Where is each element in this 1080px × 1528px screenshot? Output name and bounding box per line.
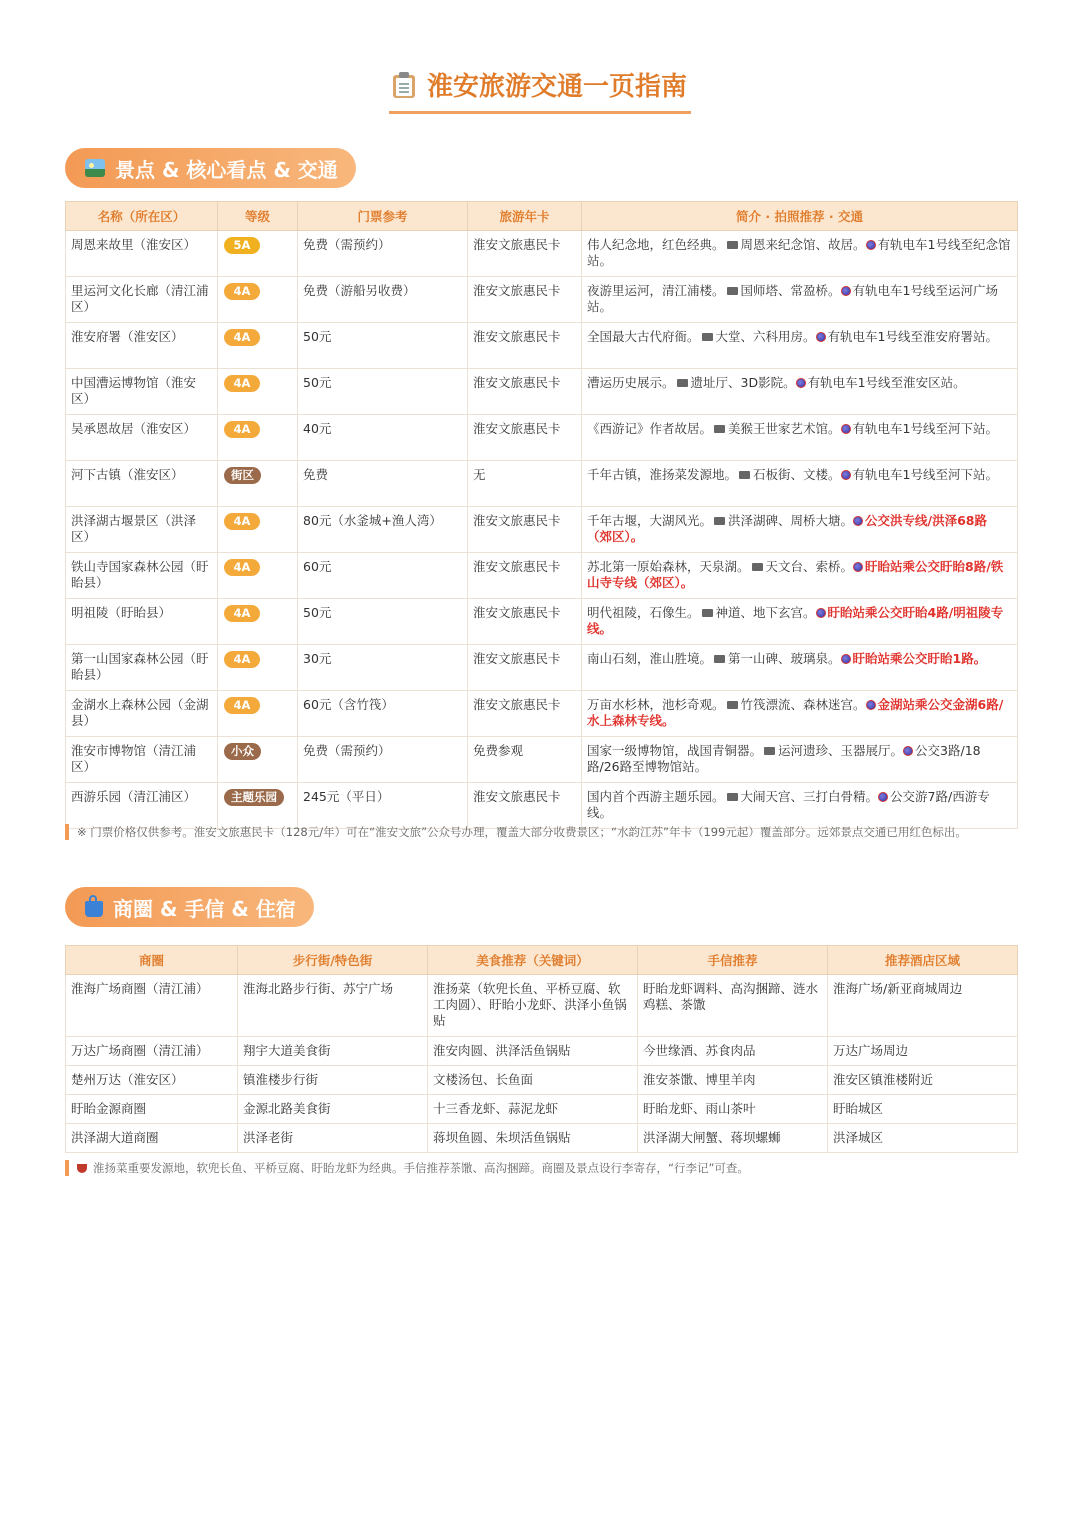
location-pin-icon [816,332,826,342]
table-row [66,783,1018,829]
photo-spots: 天文台、索桥。 [765,559,854,574]
ticket-price: 免费（需预约） [298,231,468,277]
level-badge: 4A [224,421,260,438]
table-row [66,599,1018,645]
intro-cell [582,277,1018,323]
intro-cell [582,691,1018,737]
photo-spots: 遗址厅、3D影院。 [690,375,796,390]
clipboard-icon [393,72,415,98]
level-badge: 4A [224,329,260,346]
transit-info: 盱眙站乘公交盱眙1路。 [852,651,987,666]
camera-icon [727,287,738,295]
food-recommendation: 蒋坝鱼圆、朱坝活鱼锅贴 [428,1124,638,1153]
level-badge: 4A [224,375,260,392]
level-badge: 4A [224,605,260,622]
location-pin-icon [866,700,876,710]
camera-icon [677,379,688,387]
column-header: 推荐酒店区域 [828,946,1018,975]
intro-text: 千年古堰，大湖风光。 [587,513,713,528]
column-header: 等级 [218,202,298,231]
ticket-price: 80元（水釜城+渔人湾） [298,507,468,553]
district-name: 洪泽湖大道商圈 [66,1124,238,1153]
table-row [66,461,1018,507]
level-badge: 4A [224,697,260,714]
level-cell [218,323,298,369]
attraction-name: 第一山国家森林公园（盱眙县） [66,645,218,691]
level-badge: 主题乐园 [224,789,284,806]
souvenir-recommendation: 淮安茶馓、博里羊肉 [638,1066,828,1095]
district-name: 楚州万达（淮安区） [66,1066,238,1095]
section-title: 景点 & 核心看点 & 交通 [115,157,338,182]
transit-info: 公交洪专线/洪泽68路（郊区）。 [587,513,987,544]
table-row [66,507,1018,553]
column-header: 旅游年卡 [468,202,582,231]
pedestrian-street: 镇淮楼步行街 [238,1066,428,1095]
intro-text: 国家一级博物馆，战国青铜器。 [587,743,763,758]
level-badge: 街区 [224,467,261,484]
camera-icon [702,609,713,617]
location-pin-icon [841,654,851,664]
intro-cell [582,415,1018,461]
food-recommendation: 文楼汤包、长鱼面 [428,1066,638,1095]
annual-card: 淮安文旅惠民卡 [468,369,582,415]
camera-icon [727,701,738,709]
location-pin-icon [878,792,888,802]
food-recommendation: 淮扬菜（软兜长鱼、平桥豆腐、软工肉圆）、盱眙小龙虾、洪泽小鱼锅贴 [428,975,638,1037]
shopping-bag-icon [85,901,103,917]
intro-cell [582,553,1018,599]
attraction-name: 中国漕运博物馆（淮安区） [66,369,218,415]
transit-info: 盱眙站乘公交盱眙8路/铁山寺专线（郊区）。 [587,559,1004,590]
photo-spots: 运河遗珍、玉器展厅。 [778,743,904,758]
intro-cell [582,369,1018,415]
level-cell [218,783,298,829]
intro-cell [582,645,1018,691]
column-header: 步行街/特色街 [238,946,428,975]
location-pin-icon [853,562,863,572]
photo-spots: 神道、地下玄宫。 [715,605,816,620]
food-note [65,1160,1017,1176]
annual-card: 淮安文旅惠民卡 [468,231,582,277]
ticket-price: 245元（平日） [298,783,468,829]
pedestrian-street: 金源北路美食街 [238,1095,428,1124]
table-row [66,231,1018,277]
column-header: 商圈 [66,946,238,975]
hotel-area: 万达广场周边 [828,1037,1018,1066]
intro-text: 千年古镇，淮扬菜发源地。 [587,467,738,482]
souvenir-recommendation: 今世缘酒、苏食肉品 [638,1037,828,1066]
ticket-price: 免费（游船另收费） [298,277,468,323]
table-row [66,1066,1018,1095]
table-row [66,645,1018,691]
souvenir-recommendation: 盱眙龙虾调料、高沟捆蹄、涟水鸡糕、茶馓 [638,975,828,1037]
picture-icon [85,159,105,177]
district-name: 万达广场商圈（清江浦） [66,1037,238,1066]
photo-spots: 洪泽湖碑、周桥大塘。 [728,513,854,528]
intro-text: 漕运历史展示。 [587,375,675,390]
intro-text: 夜游里运河，清江浦楼。 [587,283,725,298]
column-header: 简介 · 拍照推荐 · 交通 [582,202,1018,231]
level-cell [218,231,298,277]
annual-card: 免费参观 [468,737,582,783]
page-title-text: 淮安旅游交通一页指南 [426,72,687,102]
intro-text: 《西游记》作者故居。 [587,421,713,436]
food-recommendation: 十三香龙虾、蒜泥龙虾 [428,1095,638,1124]
photo-spots: 周恩来纪念馆、故居。 [740,237,866,252]
location-pin-icon [796,378,806,388]
photo-spots: 美猴王世家艺术馆。 [728,421,841,436]
camera-icon [714,655,725,663]
ticket-note: ※ 门票价格仅供参考。淮安文旅惠民卡（128元/年）可在“淮安文旅”公众号办理，覆盖大部分收费景区；“水韵江苏”年卡（199元起）覆盖部分。远郊景点交通已用红色标出。 [65,824,1017,840]
table-row [66,369,1018,415]
hotel-area: 淮安区镇淮楼附近 [828,1066,1018,1095]
camera-icon [752,563,763,571]
level-cell [218,553,298,599]
transit-info: 有轨电车1号线至淮安区站。 [807,375,966,390]
table-row [66,691,1018,737]
level-cell [218,369,298,415]
level-badge: 4A [224,513,260,530]
photo-spots: 第一山碑、玻璃泉。 [728,651,841,666]
level-badge: 5A [224,237,260,254]
table-row [66,415,1018,461]
transit-info: 金湖站乘公交金湖6路/水上森林专线。 [587,697,1004,728]
bowl-icon [77,1164,87,1173]
camera-icon [764,747,775,755]
intro-cell [582,783,1018,829]
pedestrian-street: 淮海北路步行街、苏宁广场 [238,975,428,1037]
intro-cell [582,323,1018,369]
column-header: 名称（所在区） [66,202,218,231]
table-header-row [66,946,1018,975]
attractions-table [65,201,1018,829]
shopping-table [65,945,1018,1153]
table-row [66,1037,1018,1066]
camera-icon [739,471,750,479]
camera-icon [727,793,738,801]
district-name: 盱眙金源商圈 [66,1095,238,1124]
district-name: 淮海广场商圈（清江浦） [66,975,238,1037]
location-pin-icon [866,240,876,250]
column-header: 美食推荐（关键词） [428,946,638,975]
attraction-name: 明祖陵（盱眙县） [66,599,218,645]
ticket-price: 30元 [298,645,468,691]
table-header-row [66,202,1018,231]
intro-cell [582,507,1018,553]
souvenir-recommendation: 盱眙龙虾、雨山茶叶 [638,1095,828,1124]
attraction-name: 洪泽湖古堰景区（洪泽区） [66,507,218,553]
intro-cell [582,737,1018,783]
annual-card: 淮安文旅惠民卡 [468,691,582,737]
table-row [66,553,1018,599]
attraction-name: 淮安市博物馆（清江浦区） [66,737,218,783]
level-cell [218,599,298,645]
level-cell [218,415,298,461]
intro-cell [582,231,1018,277]
food-recommendation: 淮安肉圆、洪泽活鱼锅贴 [428,1037,638,1066]
food-note-text: 淮扬菜重要发源地，软兜长鱼、平桥豆腐、盱眙龙虾为经典。手信推荐茶馓、高沟捆蹄。商圈及景点设行李寄存，“行李记”可查。 [93,1161,749,1175]
annual-card: 淮安文旅惠民卡 [468,645,582,691]
annual-card: 淮安文旅惠民卡 [468,277,582,323]
attraction-name: 周恩来故里（淮安区） [66,231,218,277]
transit-info: 有轨电车1号线至河下站。 [852,467,998,482]
ticket-price: 40元 [298,415,468,461]
photo-spots: 石板街、文楼。 [753,467,841,482]
page-title [389,66,691,114]
intro-text: 苏北第一原始森林，天泉湖。 [587,559,750,574]
annual-card: 淮安文旅惠民卡 [468,507,582,553]
table-row [66,277,1018,323]
transit-info: 有轨电车1号线至运河广场站。 [587,283,998,314]
transit-info: 盱眙站乘公交盱眙4路/明祖陵专线。 [587,605,1004,636]
table-row [66,323,1018,369]
photo-spots: 竹筏漂流、森林迷宫。 [740,697,866,712]
annual-card: 淮安文旅惠民卡 [468,783,582,829]
table-row [66,1095,1018,1124]
location-pin-icon [853,516,863,526]
location-pin-icon [841,470,851,480]
table-row [66,975,1018,1037]
level-cell [218,461,298,507]
ticket-price: 50元 [298,369,468,415]
annual-card: 无 [468,461,582,507]
attraction-name: 吴承恩故居（淮安区） [66,415,218,461]
camera-icon [727,241,738,249]
attraction-name: 西游乐园（清江浦区） [66,783,218,829]
annual-card: 淮安文旅惠民卡 [468,323,582,369]
photo-spots: 国师塔、常盈桥。 [740,283,841,298]
level-badge: 4A [224,559,260,576]
transit-info: 有轨电车1号线至淮安府署站。 [827,329,998,344]
intro-text: 国内首个西游主题乐园。 [587,789,725,804]
hotel-area: 盱眙城区 [828,1095,1018,1124]
transit-info: 公交游7路/西游专线。 [587,789,990,820]
intro-text: 伟人纪念地，红色经典。 [587,237,725,252]
level-badge: 小众 [224,743,261,760]
attraction-name: 铁山寺国家森林公园（盱眙县） [66,553,218,599]
attraction-name: 金湖水上森林公园（金湖县） [66,691,218,737]
transit-info: 有轨电车1号线至河下站。 [852,421,998,436]
hotel-area: 淮海广场/新亚商城周边 [828,975,1018,1037]
level-badge: 4A [224,651,260,668]
attraction-name: 里运河文化长廊（清江浦区） [66,277,218,323]
level-cell [218,645,298,691]
location-pin-icon [903,746,913,756]
intro-cell [582,461,1018,507]
column-header: 门票参考 [298,202,468,231]
level-cell [218,737,298,783]
level-cell [218,691,298,737]
camera-icon [714,425,725,433]
attraction-name: 河下古镇（淮安区） [66,461,218,507]
pedestrian-street: 洪泽老街 [238,1124,428,1153]
pedestrian-street: 翔宇大道美食街 [238,1037,428,1066]
column-header: 手信推荐 [638,946,828,975]
ticket-price: 50元 [298,323,468,369]
transit-info: 有轨电车1号线至纪念馆站。 [587,237,1011,268]
transit-info: 公交3路/18路/26路至博物馆站。 [587,743,981,774]
hotel-area: 洪泽城区 [828,1124,1018,1153]
photo-spots: 大闹天宫、三打白骨精。 [740,789,879,804]
table-row [66,737,1018,783]
annual-card: 淮安文旅惠民卡 [468,599,582,645]
camera-icon [714,517,725,525]
level-cell [218,277,298,323]
attraction-name: 淮安府署（淮安区） [66,323,218,369]
ticket-price: 免费（需预约） [298,737,468,783]
ticket-price: 免费 [298,461,468,507]
intro-text: 明代祖陵，石像生。 [587,605,700,620]
level-cell [218,507,298,553]
intro-text: 南山石刻，淮山胜境。 [587,651,713,666]
section-header-attractions [65,148,356,188]
location-pin-icon [841,424,851,434]
location-pin-icon [816,608,826,618]
camera-icon [702,333,713,341]
table-row [66,1124,1018,1153]
annual-card: 淮安文旅惠民卡 [468,415,582,461]
level-badge: 4A [224,283,260,300]
intro-text: 全国最大古代府衙。 [587,329,700,344]
souvenir-recommendation: 洪泽湖大闸蟹、蒋坝螺蛳 [638,1124,828,1153]
annual-card: 淮安文旅惠民卡 [468,553,582,599]
ticket-price: 50元 [298,599,468,645]
ticket-price: 60元（含竹筏） [298,691,468,737]
intro-text: 万亩水杉林，池杉奇观。 [587,697,725,712]
section-title: 商圈 & 手信 & 住宿 [113,896,296,921]
photo-spots: 大堂、六科用房。 [715,329,816,344]
ticket-price: 60元 [298,553,468,599]
location-pin-icon [841,286,851,296]
section-header-shopping [65,887,314,927]
intro-cell [582,599,1018,645]
